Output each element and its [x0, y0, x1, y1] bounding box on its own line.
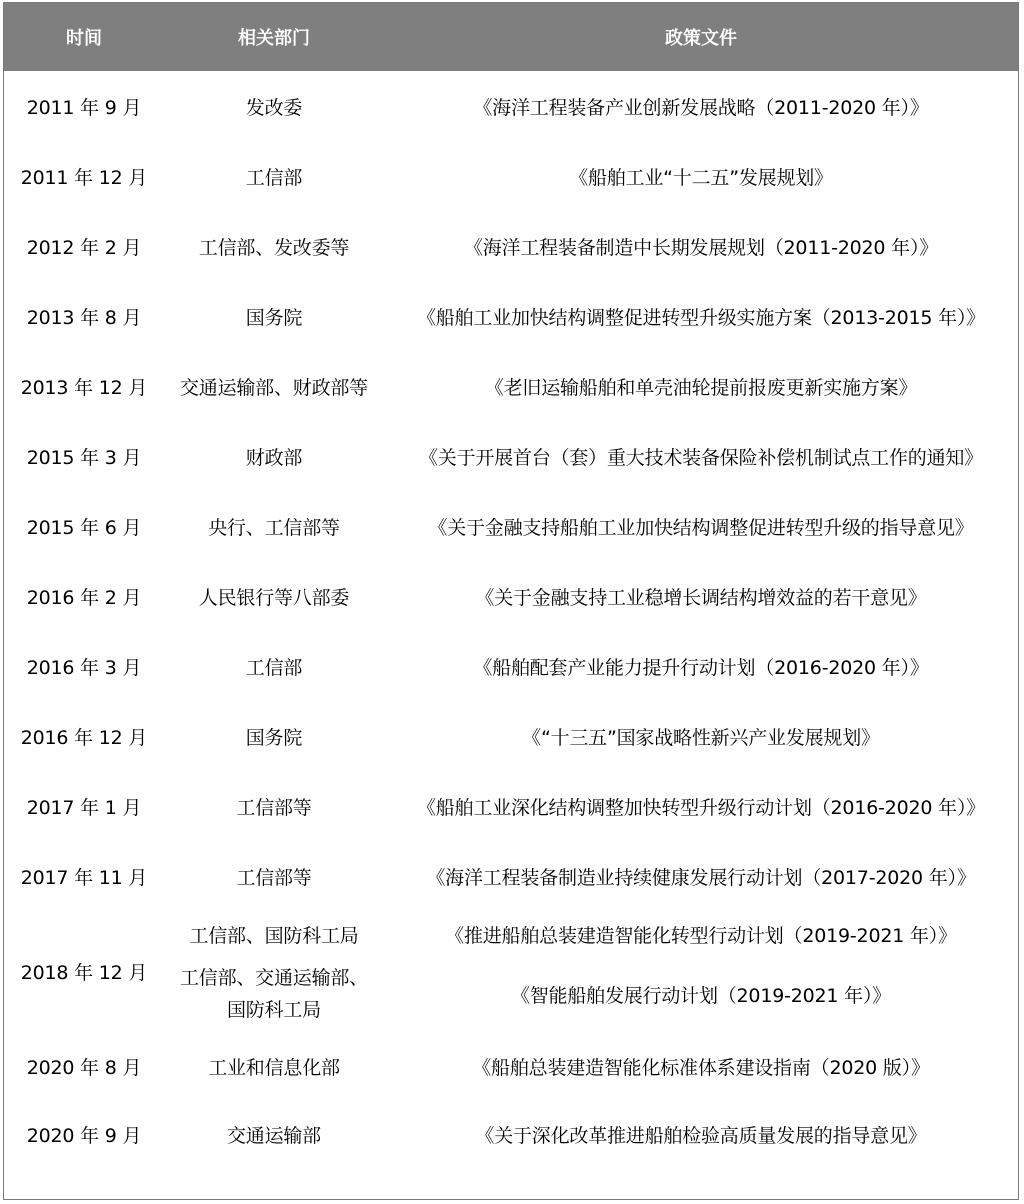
cell-document: 《船舶工业深化结构调整加快转型升级行动计划（2016-2020 年）》 — [416, 796, 986, 819]
cell-department — [164, 957, 384, 1031]
table-row — [4, 281, 1018, 351]
cell-time: 2011 年 9 月 — [26, 96, 142, 119]
cell-time: 2011 年 12 月 — [20, 166, 148, 189]
table-row — [4, 351, 1018, 421]
cell-time: 2015 年 6 月 — [26, 516, 142, 539]
cell-department: 工业和信息化部 — [208, 1056, 340, 1079]
cell-document: 《关于金融支持船舶工业加快结构调整促进转型升级的指导意见》 — [428, 516, 974, 539]
table-header — [4, 3, 1018, 71]
table-row — [4, 421, 1018, 491]
cell-department-line: 国防科工局 — [226, 999, 321, 1021]
table-row — [4, 911, 1018, 957]
cell-document: 《海洋工程装备制造业持续健康发展行动计划（2017-2020 年）》 — [426, 866, 976, 889]
table-row — [4, 631, 1018, 701]
cell-document: 《推进船舶总装建造智能化转型行动计划（2019-2021 年）》 — [445, 924, 957, 947]
cell-document: 《关于开展首台（套）重大技术装备保险补偿机制试点工作的通知》 — [418, 446, 983, 469]
cell-document: 《海洋工程装备制造中长期发展规划（2011-2020 年）》 — [463, 236, 939, 259]
table-row — [4, 71, 1018, 141]
cell-document: 《智能船舶发展行动计划（2019-2021 年）》 — [510, 984, 892, 1007]
cell-department: 央行、工信部等 — [208, 516, 340, 539]
table-body — [4, 71, 1018, 1167]
cell-time: 2017 年 11 月 — [20, 866, 148, 889]
policy-table — [4, 3, 1018, 1167]
cell-department-line: 工信部、交通运输部、 — [179, 967, 368, 989]
cell-document: 《船舶配套产业能力提升行动计划（2016-2020 年）》 — [473, 656, 929, 679]
cell-department: 工信部、发改委等 — [198, 236, 350, 259]
cell-time-merged: 2018 年 12 月 — [20, 961, 148, 984]
policy-table-frame — [3, 2, 1019, 1200]
header-time: 时间 — [4, 3, 164, 71]
cell-department: 交通运输部 — [226, 1124, 321, 1147]
cell-document: 《船舶工业“十二五”发展规划》 — [569, 166, 833, 189]
cell-time: 2016 年 2 月 — [26, 586, 142, 609]
cell-time: 2016 年 3 月 — [26, 656, 142, 679]
cell-department: 人民银行等八部委 — [198, 586, 350, 609]
cell-document: 《船舶总装建造智能化标准体系建设指南（2020 版）》 — [472, 1056, 930, 1079]
table-row — [4, 141, 1018, 211]
table-row — [4, 561, 1018, 631]
header-row — [4, 3, 1018, 71]
cell-department: 工信部 — [245, 166, 303, 189]
cell-department: 工信部等 — [236, 796, 312, 819]
cell-department: 工信部 — [245, 656, 303, 679]
cell-department: 财政部 — [245, 446, 303, 469]
cell-document: 《船舶工业加快结构调整促进转型升级实施方案（2013-2015 年）》 — [416, 306, 986, 329]
table-row — [4, 1031, 1018, 1101]
cell-time: 2020 年 9 月 — [26, 1124, 142, 1147]
table-row — [4, 1101, 1018, 1167]
cell-time: 2016 年 12 月 — [20, 726, 148, 749]
table-row — [4, 841, 1018, 911]
cell-department: 工信部等 — [236, 866, 312, 889]
cell-department: 交通运输部、财政部等 — [179, 376, 368, 399]
cell-time: 2017 年 1 月 — [26, 796, 142, 819]
cell-time: 2020 年 8 月 — [26, 1056, 142, 1079]
cell-department: 发改委 — [245, 96, 303, 119]
cell-document: 《老旧运输船舶和单壳油轮提前报废更新实施方案》 — [484, 376, 918, 399]
cell-department: 国务院 — [245, 726, 303, 749]
header-department: 相关部门 — [164, 3, 384, 71]
cell-document: 《海洋工程装备产业创新发展战略（2011-2020 年）》 — [473, 96, 929, 119]
cell-department: 工信部、国防科工局 — [189, 924, 359, 947]
cell-time: 2013 年 8 月 — [26, 306, 142, 329]
header-document: 政策文件 — [384, 3, 1018, 71]
table-row — [4, 771, 1018, 841]
table-row — [4, 701, 1018, 771]
cell-time: 2015 年 3 月 — [26, 446, 142, 469]
cell-time: 2012 年 2 月 — [26, 236, 142, 259]
cell-time: 2013 年 12 月 — [20, 376, 148, 399]
cell-document: 《关于金融支持工业稳增长调结构增效益的若干意见》 — [475, 586, 927, 609]
table-row — [4, 211, 1018, 281]
cell-document: 《关于深化改革推进船舶检验高质量发展的指导意见》 — [475, 1124, 927, 1147]
cell-department: 国务院 — [245, 306, 303, 329]
table-row — [4, 491, 1018, 561]
cell-document: 《“十三五”国家战略性新兴产业发展规划》 — [522, 726, 880, 749]
